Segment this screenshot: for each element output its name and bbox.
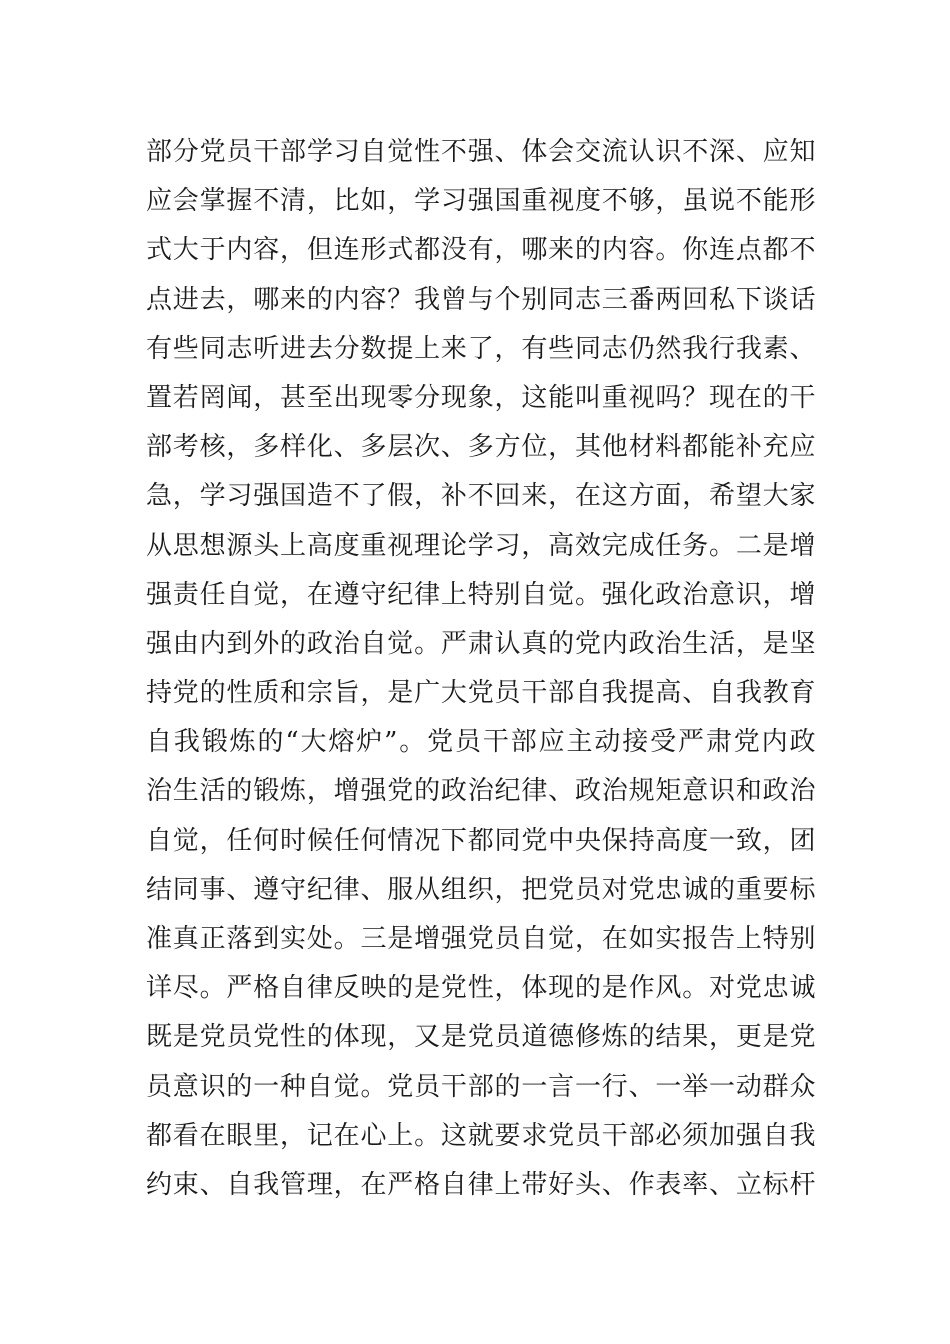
text-line-15: 自觉，任何时候任何情况下都同党中央保持高度一致，团 xyxy=(146,825,816,856)
text-line-13: 自我锻炼的“大熔炉”。党员干部应主动接受严肃党内政 xyxy=(146,727,816,758)
text-line-10: 强责任自觉，在遵守纪律上特别自觉。强化政治意识，增 xyxy=(146,579,816,610)
text-line-20: 员意识的一种自觉。党员干部的一言一行、一举一动群众 xyxy=(146,1071,816,1102)
text-line-11: 强由内到外的政治自觉。严肃认真的党内政治生活，是坚 xyxy=(146,628,816,659)
text-line-21: 都看在眼里，记在心上。这就要求党员干部必须加强自我 xyxy=(146,1120,816,1151)
text-line-18: 详尽。严格自律反映的是党性，体现的是作风。对党忠诚 xyxy=(146,973,816,1004)
text-line-22: 约束、自我管理，在严格自律上带好头、作表率、立标杆 xyxy=(146,1169,816,1200)
text-line-14: 治生活的锻炼，增强党的政治纪律、政治规矩意识和政治 xyxy=(146,776,816,807)
text-line-2: 应会掌握不清，比如，学习强国重视度不够，虽说不能形 xyxy=(146,186,816,217)
text-line-4: 点进去，哪来的内容？我曾与个别同志三番两回私下谈话 xyxy=(146,284,816,315)
text-line-12: 持党的性质和宗旨，是广大党员干部自我提高、自我教育 xyxy=(146,678,816,709)
text-line-3: 式大于内容，但连形式都没有，哪来的内容。你连点都不 xyxy=(146,235,816,266)
text-line-1: 部分党员干部学习自觉性不强、体会交流认识不深、应知 xyxy=(146,137,816,167)
text-line-7: 部考核，多样化、多层次、多方位，其他材料都能补充应 xyxy=(146,432,816,463)
text-line-8: 急，学习强国造不了假，补不回来，在这方面，希望大家 xyxy=(146,481,816,512)
text-line-16: 结同事、遵守纪律、服从组织，把党员对党忠诚的重要标 xyxy=(146,874,816,905)
body-text xyxy=(146,128,816,1210)
text-line-9: 从思想源头上高度重视理论学习，高效完成任务。二是增 xyxy=(146,530,816,561)
text-line-19: 既是党员党性的体现，又是党员道德修炼的结果，更是党 xyxy=(146,1022,816,1053)
text-line-17: 准真正落到实处。三是增强党员自觉，在如实报告上特别 xyxy=(146,924,816,954)
text-line-5: 有些同志听进去分数提上来了，有些同志仍然我行我素、 xyxy=(146,333,816,364)
text-line-6: 置若罔闻，甚至出现零分现象，这能叫重视吗？现在的干 xyxy=(146,382,816,413)
